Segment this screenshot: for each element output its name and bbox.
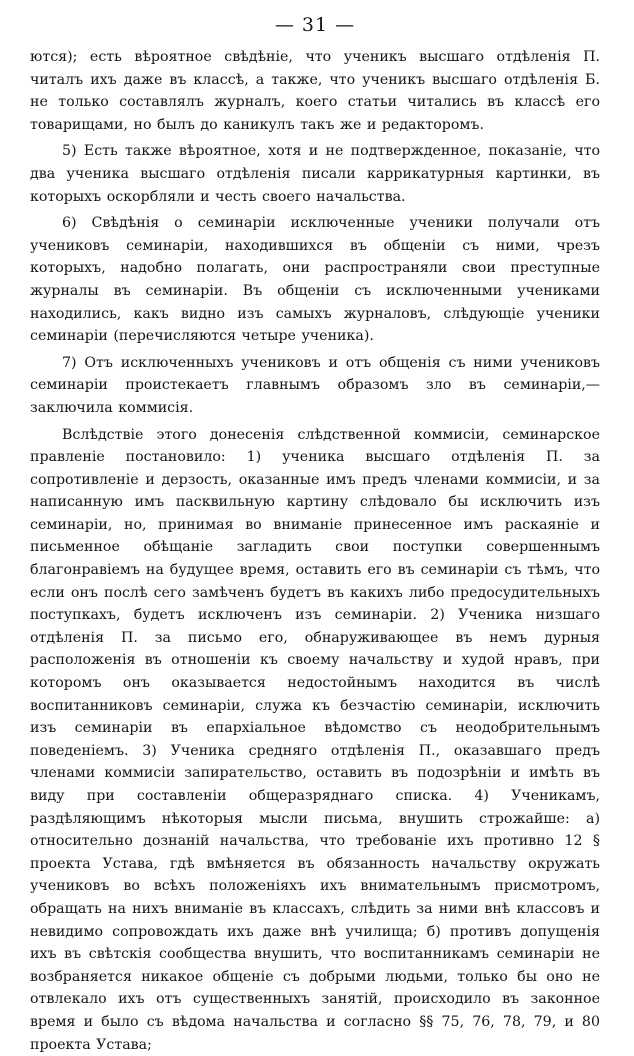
paragraph-resolution: Вслѣдствіе этого донесенія слѣдственной коммисіи, семинарское правленіе постановило: 1) ученика высшаго отдѣленія П. за сопротивленіе и дерзость, оказанные имъ предъ членами коммисіи, и за написанную имъ пасквильную картину слѣдовало бы исключить изъ семинаріи, но, принимая во вниманіе принесенное имъ раскаяніе и письменное обѣщаніе загладить свои поступки совершеннымъ благонравіемъ на будущее время, оставить его въ семинаріи съ тѣмъ, что если онъ послѣ сего замѣченъ будетъ въ какихъ либо предосудительныхъ поступкахъ, будетъ исключенъ изъ семинаріи. 2) Ученика низшаго отдѣленія П. за письмо его, обнаруживающее въ немъ дурныя расположенія въ отношеніи къ своему начальству и худой нравъ, при которомъ онъ оказывается недостойнымъ находится въ числѣ воспитанниковъ семинаріи, служа къ безчастію семинаріи, исключить изъ семинаріи въ епархіальное вѣдомство съ неодобрительнымъ поведеніемъ. 3) Ученика средняго отдѣленія П., оказавшаго предъ членами коммисіи запирательство, оставить въ подозрѣніи и имѣть въ виду при составленіи общеразряднаго списка. 4) Ученикамъ, раздѣляющимъ нѣкоторыя мысли письма, внушить строжайше: а) относительно дознаній начальства, что требованіе ихъ противно 12 § проекта Устава, гдѣ вмѣняется въ обязанность начальству окружать учениковъ во всѣхъ положеніяхъ ихъ внимательнымъ присмотромъ, обращать на нихъ вниманіе въ классахъ, слѣдить за ними внѣ классовъ и невидимо сопровождать ихъ даже внѣ училища; б) противъ допущенія ихъ въ свѣтскія сообщества внушить, что воспитанникамъ семинаріи не возбраняется никакое общеніе съ добрыми людьми, только бы оно не отвлекало ихъ отъ существенныхъ занятій, происходило въ законное время и было съ вѣдома начальства и согласно §§ 75, 76, 78, 79, и 80 проекта Устава; (30, 424, 600, 1056)
paragraph-item-7: 7) Отъ исключенныхъ учениковъ и отъ общенія съ ними учениковъ семинаріи проистекаетъ главнымъ образомъ зло въ семинаріи,—заключила коммисія. (30, 352, 600, 420)
paragraph-item-5: 5) Есть также вѣроятное, хотя и не подтвержденное, показаніе, что два ученика высшаго отдѣленія писали каррикатурныя картинки, въ которыхъ оскорбляли и честь своего начальства. (30, 140, 600, 208)
paragraph-item-6: 6) Свѣдѣнія о семинаріи исключенные ученики получали отъ учениковъ семинаріи, находившихся въ общеніи съ ними, чрезъ которыхъ, надобно полагать, они распространяли свои преступные журналы въ семинаріи. Въ общеніи съ исключенными учениками находились, какъ видно изъ самыхъ журналовъ, слѣдующіе ученики семинаріи (перечисляются четыре ученика). (30, 212, 600, 348)
page-body (30, 46, 600, 1056)
page-number: — 31 — (30, 0, 600, 40)
paragraph-continuation: ются); есть вѣроятное свѣдѣніе, что ученикъ высшаго отдѣленія П. читалъ ихъ даже въ классѣ, а также, что ученикъ высшаго отдѣленія Б. не только составлялъ журналъ, коего статьи читались въ классѣ его товарищами, но былъ до каникулъ такъ же и редакторомъ. (30, 46, 600, 136)
